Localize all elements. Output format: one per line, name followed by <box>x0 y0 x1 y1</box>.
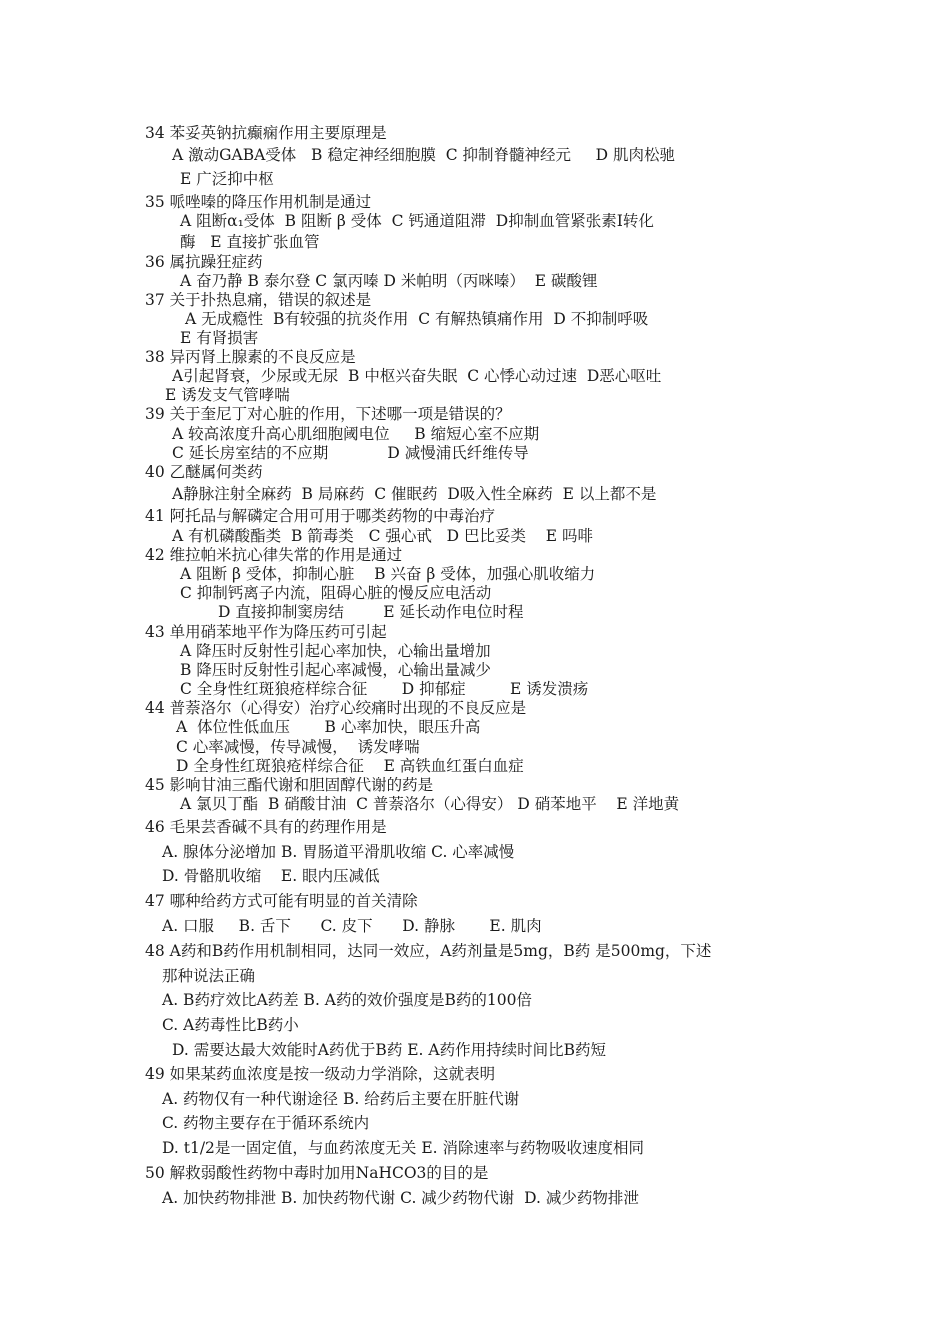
question-39: 39 关于奎尼丁对心脏的作用，下述哪一项是错误的？ <box>145 405 511 423</box>
q46-options-1: A. 腺体分泌增加 B. 胃肠道平滑肌收缩 C. 心率减慢 <box>162 843 515 861</box>
q43-options-1: A 降压时反射性引起心率加快，心输出量增加 <box>180 642 491 660</box>
question-35: 35 哌唑嗪的降压作用机制是通过 <box>145 193 372 211</box>
question-50: 50 解救弱酸性药物中毒时加用NaHCO3的目的是 <box>145 1164 489 1182</box>
q48-options-1: A. B药疗效比A药差 B. A药的效价强度是B药的100倍 <box>162 991 532 1009</box>
q48-options-2: C. A药毒性比B药小 <box>162 1016 299 1034</box>
q40-options: A静脉注射全麻药 B 局麻药 C 催眠药 D吸入性全麻药 E 以上都不是 <box>172 485 657 503</box>
q50-options: A. 加快药物排泄 B. 加快药物代谢 C. 减少药物代谢 D. 减少药物排泄 <box>162 1189 639 1207</box>
q42-options-3: D 直接抑制窦房结 E 延长动作电位时程 <box>218 603 524 621</box>
q44-options-2: C 心率减慢，传导减慢， 诱发哮喘 <box>176 738 420 756</box>
question-42: 42 维拉帕米抗心律失常的作用是通过 <box>145 546 403 564</box>
question-41: 41 阿托品与解磷定合用可用于哪类药物的中毒治疗 <box>145 507 496 525</box>
q49-options-1: A. 药物仅有一种代谢途径 B. 给药后主要在肝脏代谢 <box>162 1090 520 1108</box>
q37-options-1: A 无成瘾性 B有较强的抗炎作用 C 有解热镇痛作用 D 不抑制呼吸 <box>185 310 649 328</box>
question-44: 44 普萘洛尔（心得安）治疗心绞痛时出现的不良反应是 <box>145 699 527 717</box>
question-48-cont: 那种说法正确 <box>162 967 256 985</box>
question-38: 38 异丙肾上腺素的不良反应是 <box>145 348 356 366</box>
q41-options: A 有机磷酸酯类 B 箭毒类 C 强心甙 D 巴比妥类 E 吗啡 <box>172 527 593 545</box>
q36-options: A 奋乃静 B 泰尔登 C 氯丙嗪 D 米帕明（丙咪嗪） E 碳酸锂 <box>180 272 598 290</box>
q43-options-2: B 降压时反射性引起心率减慢，心输出量减少 <box>180 661 491 679</box>
question-37: 37 关于扑热息痛，错误的叙述是 <box>145 291 372 309</box>
question-49: 49 如果某药血浓度是按一级动力学消除，这就表明 <box>145 1065 496 1083</box>
q43-options-3: C 全身性红斑狼疮样综合征 D 抑郁症 E 诱发溃疡 <box>180 680 589 698</box>
q34-options-1: A 激动GABA受体 B 稳定神经细胞膜 C 抑制脊髓神经元 D 肌肉松驰 <box>172 146 676 164</box>
q42-options-1: A 阻断 β 受体，抑制心脏 B 兴奋 β 受体，加强心肌收缩力 <box>180 565 596 583</box>
question-36: 36 属抗躁狂症药 <box>145 253 263 271</box>
q49-options-3: D. t1/2是一固定值，与血药浓度无关 E. 消除速率与药物吸收速度相同 <box>162 1139 645 1157</box>
q45-options: A 氯贝丁酯 B 硝酸甘油 C 普萘洛尔（心得安） D 硝苯地平 E 洋地黄 <box>180 795 680 813</box>
q46-options-2: D. 骨骼肌收缩 E. 眼内压减低 <box>162 867 380 885</box>
q48-options-3: D. 需要达最大效能时A药优于B药 E. A药作用持续时间比B药短 <box>172 1041 606 1059</box>
question-46: 46 毛果芸香碱不具有的药理作用是 <box>145 818 387 836</box>
q42-options-2: C 抑制钙离子内流，阻碍心脏的慢反应电活动 <box>180 584 492 602</box>
question-34: 34 苯妥英钠抗癫痫作用主要原理是 <box>145 124 387 142</box>
q37-options-2: E 有肾损害 <box>180 329 259 347</box>
q49-options-2: C. 药物主要存在于循环系统内 <box>162 1114 370 1132</box>
q35-options-1: A 阻断α₁受体 B 阻断 β 受体 C 钙通道阻滞 D抑制血管紧张素Ⅰ转化 <box>180 212 654 230</box>
q35-options-2: 酶 E 直接扩张血管 <box>180 233 320 251</box>
question-47: 47 哪种给药方式可能有明显的首关清除 <box>145 892 418 910</box>
question-48: 48 A药和B药作用机制相同，达同一效应，A药剂量是5mg，B药 是500mg，下述 <box>145 942 712 960</box>
question-43: 43 单用硝苯地平作为降压药可引起 <box>145 623 387 641</box>
q34-options-2: E 广泛抑中枢 <box>180 170 274 188</box>
q38-options-2: E 诱发支气管哮喘 <box>165 386 290 404</box>
q38-options-1: A引起肾衰，少尿或无尿 B 中枢兴奋失眠 C 心悸心动过速 D恶心呕吐 <box>172 367 662 385</box>
q39-options-2: C 延长房室结的不应期 D 减慢浦氏纤维传导 <box>172 444 529 462</box>
question-40: 40 乙醚属何类药 <box>145 463 263 481</box>
q44-options-1: A 体位性低血压 B 心率加快，眼压升高 <box>176 718 481 736</box>
question-45: 45 影响甘油三酯代谢和胆固醇代谢的药是 <box>145 776 434 794</box>
q44-options-3: D 全身性红斑狼疮样综合征 E 高铁血红蛋白血症 <box>176 757 524 775</box>
q47-options: A. 口服 B. 舌下 C. 皮下 D. 静脉 E. 肌肉 <box>162 917 542 935</box>
q39-options-1: A 较高浓度升高心肌细胞阈电位 B 缩短心室不应期 <box>172 425 540 443</box>
